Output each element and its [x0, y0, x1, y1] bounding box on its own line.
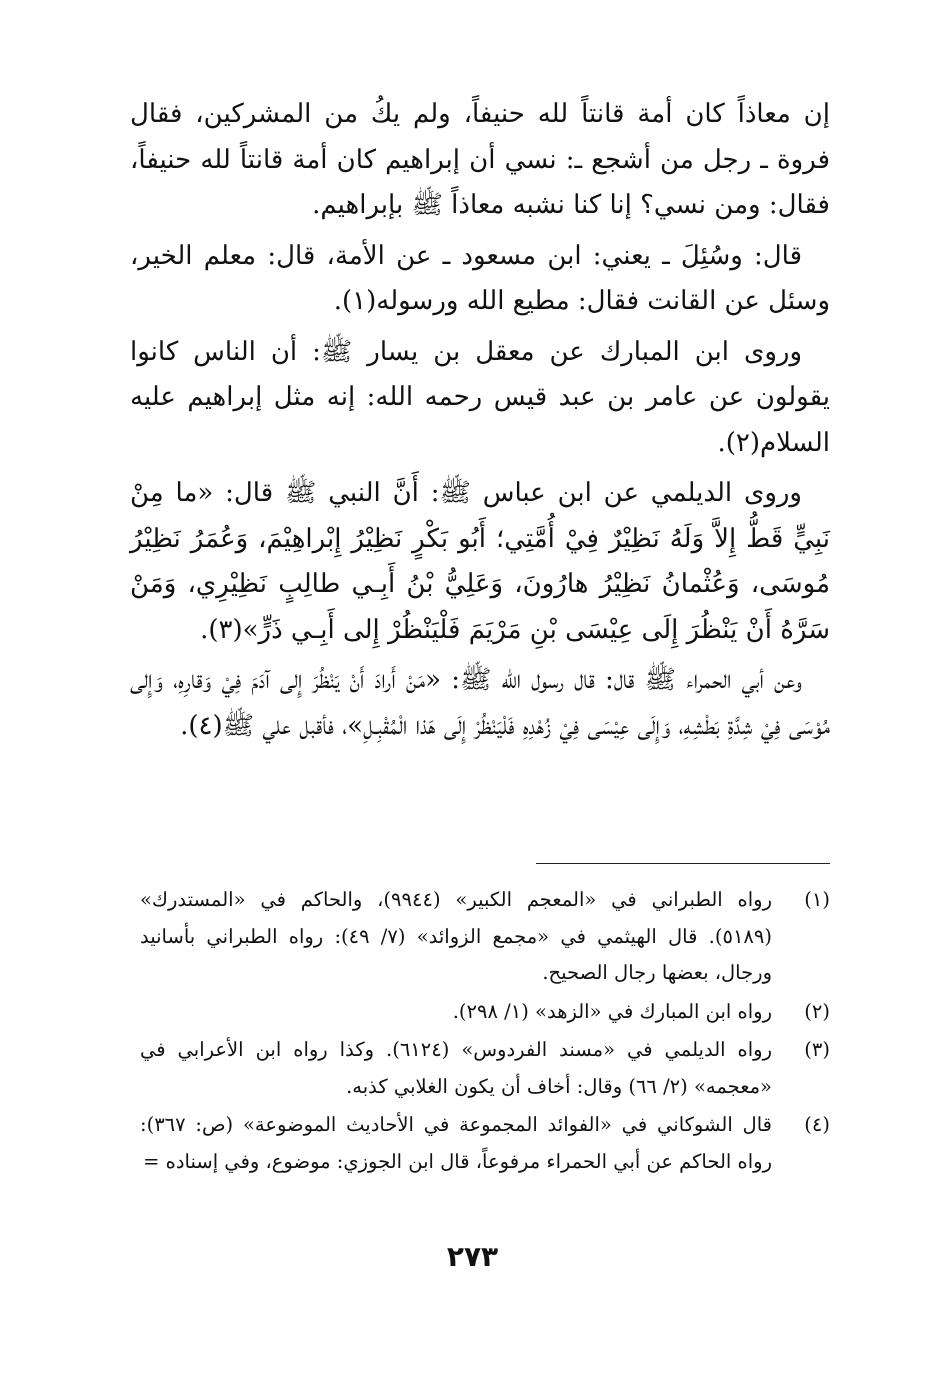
paragraph-1: إن معاذاً كان أمة قانتاً لله حنيفاً، ولم يكُ من المشركين، فقال فروة ـ رجل من أشجع ـ: نسي أن إبراهيم كان أمة قانتاً لله حنيفاً، فقال: ومن نسي؟ إنا كنا نشبه معاذاً ﷺ بإبراهيم. — [130, 99, 830, 220]
footnote-text: رواه الطبراني في «المعجم الكبير» (٩٩٤٤)، والحاكم في «المستدرك» (٥١٨٩). قال الهيثمي في «مجمع الزوائد» (٧/ ٤٩): رواه الطبراني بأسانيد ورجال، بعضها رجال الصحيح. — [140, 888, 772, 984]
footnote-3 — [140, 1032, 830, 1105]
footnote-2 — [140, 994, 830, 1031]
footnote-number: (٣) — [804, 1038, 830, 1061]
footnote-number: (٢) — [804, 999, 830, 1023]
footnote-number: (٤) — [804, 1113, 830, 1136]
paragraph-4: وروى الديلمي عن ابن عباس ﷺ: أَنَّ النبي ﷺ قال: «ما مِنْ نَبِيٍّ قَطُّ إِلاَّ وَلَهُ نَظِيْرٌ فِيْ أُمَّتِي؛ أَبُو بَكْرٍ نَظِيْرُ إِبْراهِيْمَ، وَعُمَرُ نَظِيْرُ مُوسَى، وَعُثْمانُ نَظِيْرُ هارُونَ، وَعَلِيُّ بْنُ أَبِـي طالِبٍ نَظِيْرِي، وَمَنْ سَرَّهُ أَنْ يَنْظُرَ إِلَى عِيْسَى بْنِ مَرْيَمَ فَلْيَنْظُرْ إِلى أَبِـي ذَرٍّ»(٣). — [130, 478, 830, 645]
paragraph-3: وروى ابن المبارك عن معقل بن يسار ﷺ: أن الناس كانوا يقولون عن عامر بن عبد قيس رحمه الله: إنه مثل إبراهيم عليه السلام(٢). — [130, 336, 830, 458]
paragraph-2: قال: وسُئِلَ ـ يعني: ابن مسعود ـ عن الأمة، قال: معلم الخير، وسئل عن القانت فقال: مطيع الله ورسوله(١). — [130, 240, 830, 316]
footnote-4 — [140, 1107, 830, 1180]
footnote-text: رواه ابن المبارك في «الزهد» (١/ ٢٩٨). — [452, 999, 772, 1023]
footnote-number: (١) — [804, 888, 830, 911]
footnote-text: قال الشوكاني في «الفوائد المجموعة في الأحاديث الموضوعة» (ص: ٣٦٧): رواه الحاكم عن أبي الحمراء مرفوعاً، قال ابن الجوزي: موضوع، وفي إسناده = — [140, 1113, 772, 1173]
footnote-separator — [536, 863, 830, 864]
footnote-text: رواه الديلمي في «مسند الفردوس» (٦١٢٤). وكذا رواه ابن الأعرابي في «معجمه» (٢/ ٦٦) وقال: أخاف أن يكون الغلابي كذبه. — [140, 1038, 772, 1098]
page-number: ٢٧٣ — [446, 1240, 499, 1273]
main-text — [130, 92, 830, 754]
footnotes — [140, 882, 830, 1182]
paragraph-5: وعن أبي الحمراء ﷺ قال: قال رسول الله ﷺ: «مَنْ أَرادَ أَنْ يَنْظُرَ إِلى آدَمَ فِيْ وَقارِهِ، وَإِلى مُوْسَى فِيْ شِدَّةِ بَطْشِهِ، وَإِلَى عِيْسَى فِيْ زُهْدِهِ فَلْيَنْظُرْ إِلَى هَذا الْمُقْبِـلِ»، فأقبل علي ﷺ(٤). — [130, 665, 830, 741]
footnote-1 — [140, 882, 830, 992]
